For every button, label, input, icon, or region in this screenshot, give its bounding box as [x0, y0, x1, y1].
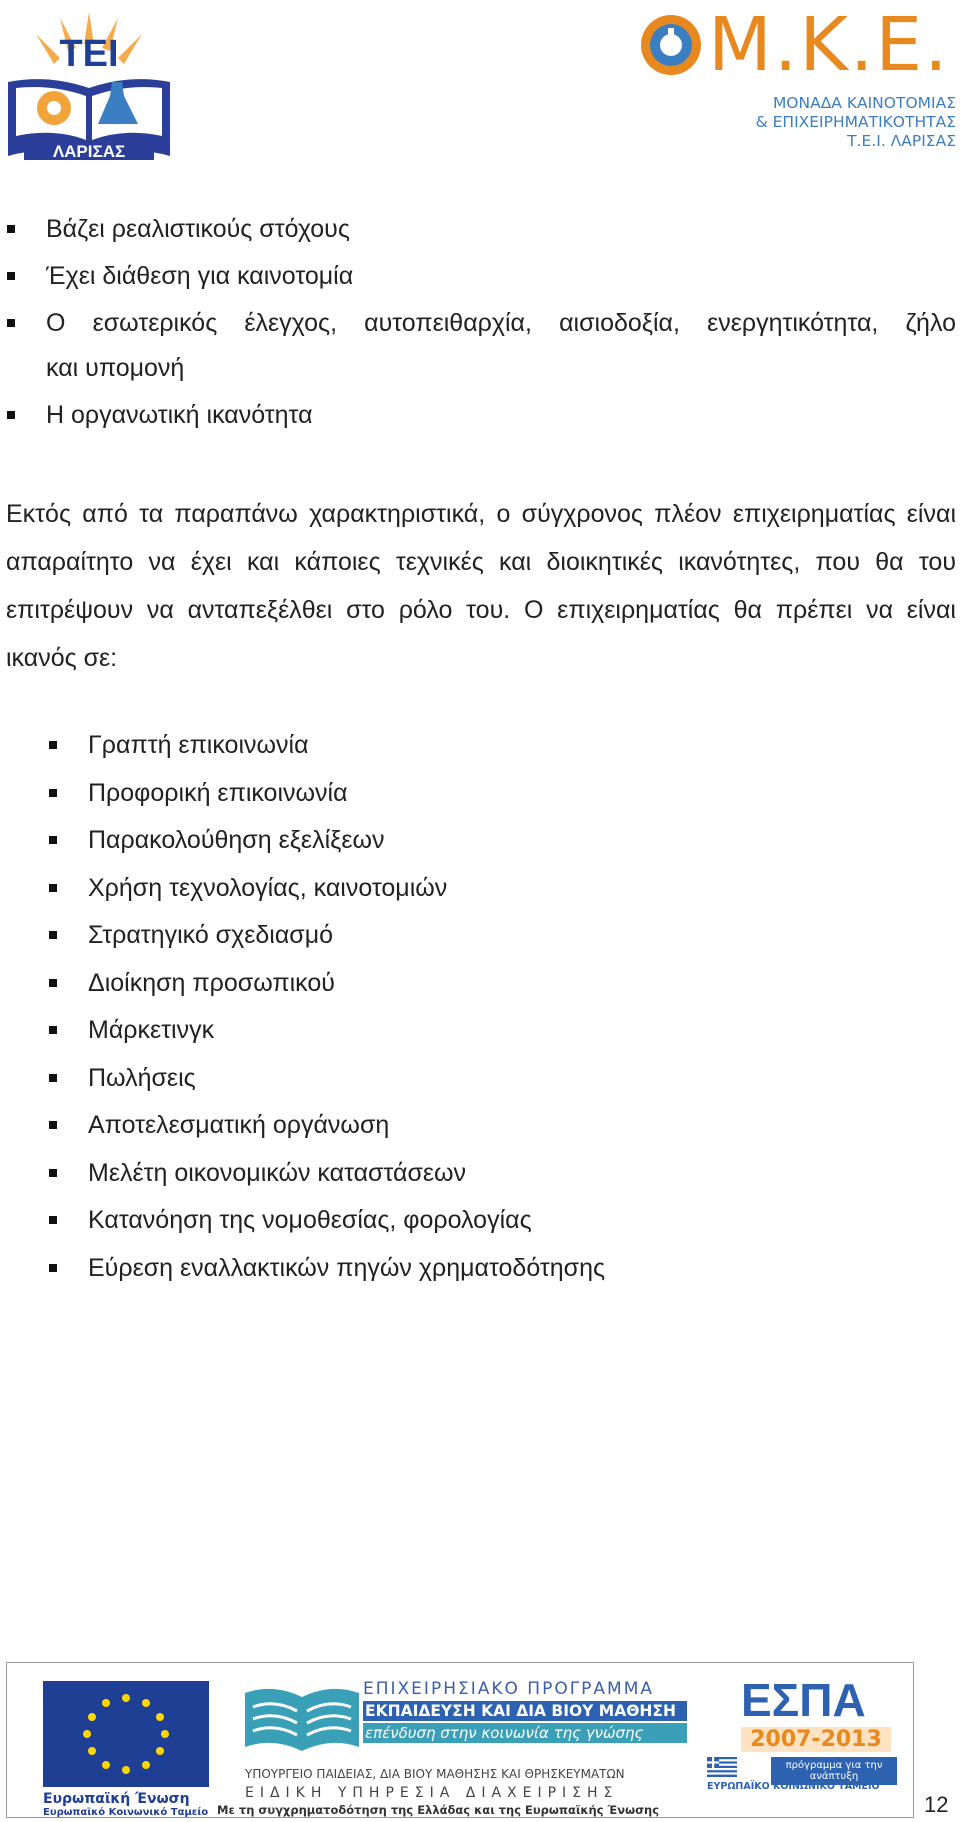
mke-emblem-icon [638, 12, 704, 78]
espa-logo-title: ΕΣΠΑ [741, 1674, 866, 1726]
page-number: 12 [924, 1792, 949, 1817]
bullet-square-icon [7, 225, 15, 233]
eu-name: Ευρωπαϊκή Ένωση [43, 1791, 190, 1807]
list-item: Εύρεση εναλλακτικών πηγών χρηματοδότησης [0, 1245, 960, 1293]
cofund-text: Με τη συγχρηματοδότηση της Ελλάδας και της Ευρωπαϊκής Ένωσης [217, 1803, 660, 1817]
bullet-square-icon [49, 884, 57, 892]
traits-list [0, 206, 960, 439]
bullet-square-icon [7, 411, 15, 419]
op-slogan: επένδυση στην κοινωνία της γνώσης [363, 1723, 687, 1743]
mke-subtitle-line: & ΕΠΙΧΕΙΡΗΜΑΤΙΚΟΤΗΤΑΣ [755, 113, 956, 131]
mke-logo-title: Μ.Κ.Ε. [708, 2, 950, 88]
bullet-square-icon [49, 1026, 57, 1034]
list-item: Ο εσωτερικός έλεγχος, αυτοπειθαρχία, αισιοδοξία, ενεργητικότητα, ζήλο [0, 300, 956, 347]
list-item: Χρήση τεχνολογίας, καινοτομιών [0, 865, 960, 913]
tei-logo-city: ΛΑΡΙΣΑΣ [52, 142, 126, 161]
bullet-square-icon [49, 836, 57, 844]
tei-logo-letters: ΤΕΙ [59, 33, 119, 75]
list-item: Διοίκηση προσωπικού [0, 960, 960, 1008]
mke-subtitle-line: ΜΟΝΑΔΑ ΚΑΙΝΟΤΟΜΙΑΣ [772, 94, 956, 112]
bullet-square-icon [49, 1074, 57, 1082]
bullet-square-icon [7, 272, 15, 280]
eu-flag-icon [43, 1681, 209, 1787]
list-item: Μάρκετινγκ [0, 1007, 960, 1055]
bullet-square-icon [49, 789, 57, 797]
espa-years: 2007-2013 [741, 1727, 891, 1752]
bullet-square-icon [49, 741, 57, 749]
espa-fund: ΕΥΡΩΠΑΪΚΟ ΚΟΙΝΩΝΙΚΟ ΤΑΜΕΙΟ [707, 1781, 880, 1792]
list-item: Μελέτη οικονομικών καταστάσεων [0, 1150, 960, 1198]
list-item: Παρακολούθηση εξελίξεων [0, 817, 960, 865]
list-item: Προφορική επικοινωνία [0, 770, 960, 818]
body-paragraph: Εκτός από τα παραπάνω χαρακτηριστικά, ο σύγχρονος πλέον επιχειρηματίας είναι απαραίτητο να έχει και κάποιες τεχνικές και διοικητικές ικανότητες, που θα του επιτρέψουν να ανταπεξέλθει στο ρόλο του. Ο επιχειρηματίας θα πρέπει να είναι ικανός σε: [6, 500, 956, 672]
mke-logo-subtitle [678, 94, 956, 151]
bullet-square-icon [49, 1216, 57, 1224]
list-item: Η οργανωτική ικανότητα [0, 392, 956, 439]
ministry-name: ΥΠΟΥΡΓΕΙΟ ΠΑΙΔΕΙΑΣ, ΔΙΑ ΒΙΟΥ ΜΑΘΗΣΗΣ ΚΑΙ ΘΡΗΣΚΕΥΜΑΤΩΝ [245, 1767, 625, 1781]
bullet-square-icon [49, 1169, 57, 1177]
bullet-square-icon [7, 319, 15, 327]
espa-slogan: πρόγραμμα για την ανάπτυξη [771, 1757, 897, 1785]
list-item: Βάζει ρεαλιστικούς στόχους [0, 206, 956, 253]
mke-logo [638, 2, 956, 158]
op-name: ΕΚΠΑΙΔΕΥΣΗ ΚΑΙ ΔΙΑ ΒΙΟΥ ΜΑΘΗΣΗ [363, 1701, 687, 1721]
list-item: Έχει διάθεση για καινοτομία [0, 253, 956, 300]
funding-banner [6, 1662, 914, 1818]
list-item: Αποτελεσματική οργάνωση [0, 1102, 960, 1150]
list-item: Γραπτή επικοινωνία [0, 722, 960, 770]
bullet-square-icon [49, 1264, 57, 1272]
service-name: ΕΙΔΙΚΗ ΥΠΗΡΕΣΙΑ ΔΙΑΧΕΙΡΙΣΗΣ [245, 1785, 619, 1801]
list-item: Κατανόηση της νομοθεσίας, φορολογίας [0, 1197, 960, 1245]
bullet-square-icon [49, 931, 57, 939]
bullet-square-icon [49, 1121, 57, 1129]
op-book-icon [245, 1683, 359, 1755]
list-item: Στρατηγικό σχεδιασμό [0, 912, 960, 960]
skills-list [0, 722, 960, 1292]
greek-flag-icon [707, 1757, 737, 1777]
op-title: ΕΠΙΧΕΙΡΗΣΙΑΚΟ ΠΡΟΓΡΑΜΜΑ [363, 1679, 655, 1699]
mke-subtitle-line: Τ.Ε.Ι. ΛΑΡΙΣΑΣ [847, 132, 956, 150]
tei-larisa-logo [2, 4, 176, 164]
eu-fund: Ευρωπαϊκό Κοινωνικό Ταμείο [43, 1807, 209, 1818]
list-item: Πωλήσεις [0, 1055, 960, 1103]
list-item-continuation: και υπομονή [46, 354, 185, 382]
bullet-square-icon [49, 979, 57, 987]
